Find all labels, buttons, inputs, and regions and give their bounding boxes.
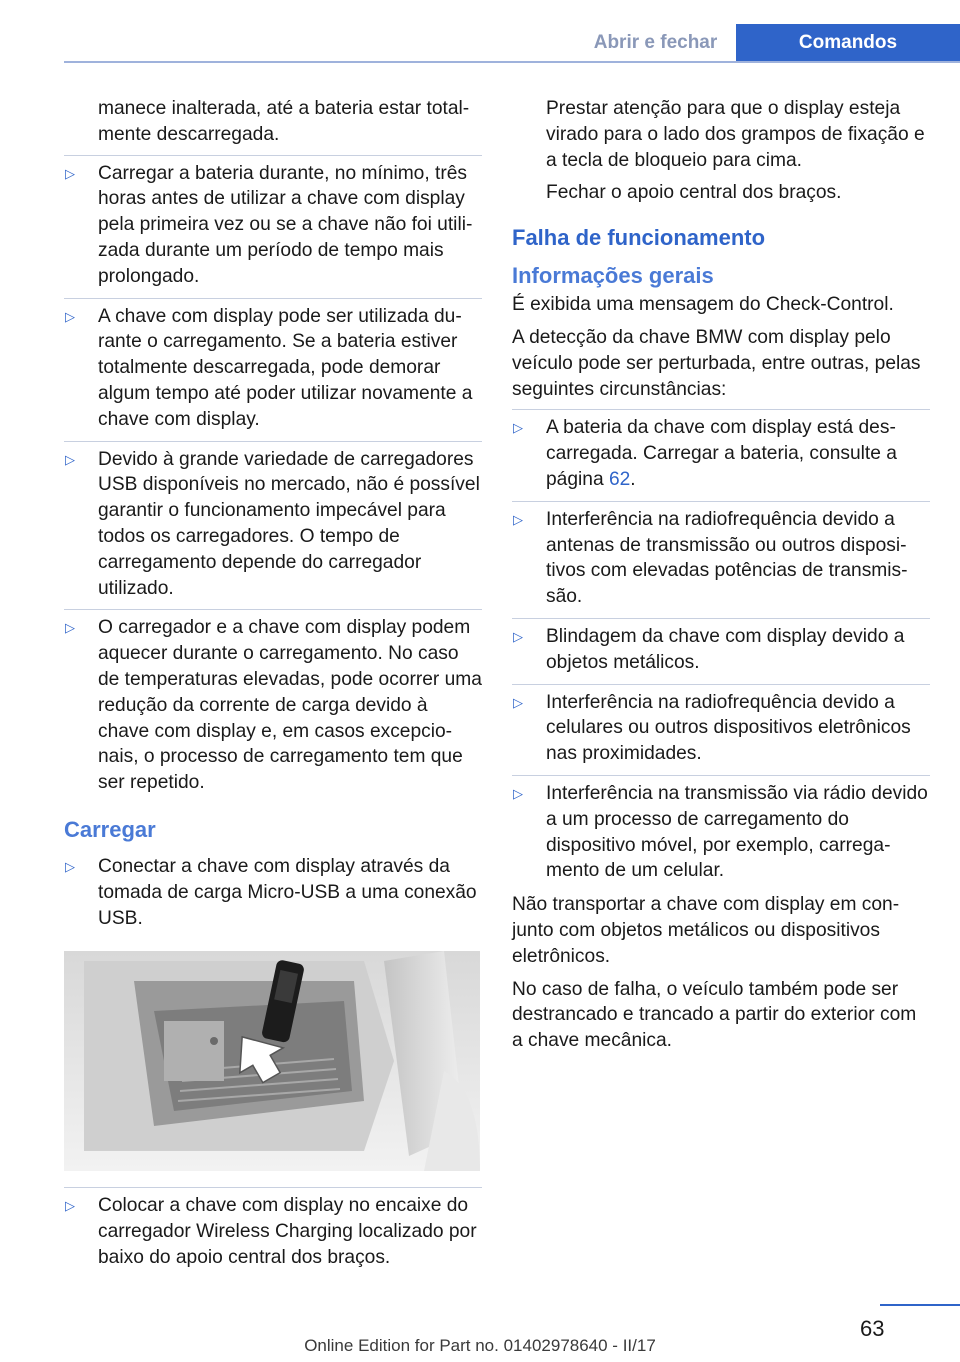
left-column	[64, 96, 482, 1279]
list-item	[64, 155, 482, 290]
triangle-right-icon: ▷	[65, 451, 75, 467]
list-item-text	[546, 417, 897, 490]
paragraph-display-orientation: Prestar atenção para que o display esteja virado para o lado dos grampos de fixação e a tecla de bloqueio para cima.	[546, 98, 925, 171]
paragraph-intro: manece inalterada, até a bateria estar totalmente descarregada.	[98, 98, 470, 145]
list-item-text-end: .	[630, 468, 636, 490]
list-item	[64, 441, 482, 602]
list-item-text: Conectar a chave com display através da tomada de carga Micro-USB a uma conexão USB.	[98, 855, 477, 929]
list-item-text: Interferência na transmissão via rádio devido a um processo de carregamento do dispositivo móvel, por exemplo, carregamento de um celular.	[546, 782, 928, 882]
triangle-right-icon: ▷	[65, 165, 75, 181]
triangle-right-icon: ▷	[65, 308, 75, 324]
heading-carregar: Carregar	[64, 816, 156, 842]
list-item-text: Devido à grande variedade de carregadores USB disponíveis no mercado, não é possível garantir o funcionamento impecável para todos os carregadores. O tempo de carregamento depende do carregador utilizado.	[98, 448, 480, 599]
right-column	[512, 96, 930, 1061]
list-item	[64, 1187, 482, 1270]
triangle-right-icon: ▷	[513, 420, 523, 436]
page-reference-link[interactable]: 62	[608, 468, 631, 490]
page-number: 63	[860, 1316, 885, 1341]
paragraph-close-armrest: Fechar o apoio central dos braços.	[546, 182, 842, 204]
triangle-right-icon: ▷	[513, 785, 523, 801]
heading-falha-de-funcionamento: Falha de funcionamento	[512, 225, 766, 251]
triangle-right-icon: ▷	[65, 1198, 75, 1214]
footer-edition-text: Online Edition for Part no. 01402978640 - II/17	[304, 1336, 656, 1355]
list-item-text: Blindagem da chave com display devido a objetos metálicos.	[546, 625, 905, 673]
list-item-text: Carregar a bateria durante, no mínimo, três horas antes de utilizar a chave com display pela primeira vez ou se a chave não foi utilizada durante um período de tempo mais prolongado.	[98, 162, 473, 287]
triangle-right-icon: ▷	[65, 620, 75, 636]
list-item	[512, 684, 930, 767]
armrest-illustration-svg	[64, 951, 480, 1171]
footer-divider	[880, 1304, 960, 1306]
triangle-right-icon: ▷	[513, 511, 523, 527]
header-divider	[64, 61, 960, 63]
paragraph-transport-warning: Não transportar a chave com display em conjunto com objetos metálicos ou dispositivos eletrônicos.	[512, 894, 900, 967]
list-item-text: O carregador e a chave com display podem aquecer durante o carregamento. No caso de temperaturas elevadas, pode ocorrer uma redução da corrente de carga devido à chave com display e, em casos excepcionais, o processo de carregamento tem que ser repetido.	[98, 617, 482, 794]
triangle-right-icon: ▷	[65, 858, 75, 874]
list-item	[64, 298, 482, 433]
list-item	[64, 609, 482, 796]
heading-informacoes-gerais: Informações gerais	[512, 263, 714, 289]
list-item	[512, 409, 930, 492]
list-item	[512, 501, 930, 610]
section-tab-abrir-e-fechar[interactable]: Abrir e fechar	[593, 32, 718, 53]
triangle-right-icon: ▷	[513, 628, 523, 644]
list-item	[512, 618, 930, 676]
list-item	[64, 848, 482, 931]
armrest-charging-illustration	[64, 951, 480, 1171]
paragraph-check-control: É exibida uma mensagem do Check-Control.	[512, 294, 894, 316]
list-item-text: Colocar a chave com display no encaixe do carregador Wireless Charging localizado por baixo do apoio central dos braços.	[98, 1195, 477, 1268]
list-item-text: Interferência na radiofrequência devido a celulares ou outros dispositivos eletrônicos nas proximidades.	[546, 691, 911, 765]
paragraph-mechanical-key: No caso de falha, o veículo também pode ser destrancado e trancado a partir do exterior com a chave mecânica.	[512, 978, 917, 1052]
triangle-right-icon: ▷	[513, 694, 523, 710]
list-item-text: A chave com display pode ser utilizada durante o carregamento. Se a bateria estiver totalmente descarregada, pode demorar algum tempo até poder utilizar novamente a chave com display.	[98, 305, 473, 430]
list-item-text-start: A bateria da chave com display está descarregada. Carregar a bateria, consulte a página	[546, 417, 897, 490]
paragraph-detection: A detecção da chave BMW com display pelo veículo pode ser perturbada, entre outras, pelas seguintes circunstâncias:	[512, 326, 921, 400]
page-header	[0, 0, 960, 62]
list-item-text: Interferência na radiofrequência devido a antenas de transmissão ou outros dispositivos com elevadas potências de transmissão.	[546, 508, 908, 608]
list-item	[512, 775, 930, 884]
section-tab-comandos[interactable]: Comandos	[736, 24, 960, 62]
